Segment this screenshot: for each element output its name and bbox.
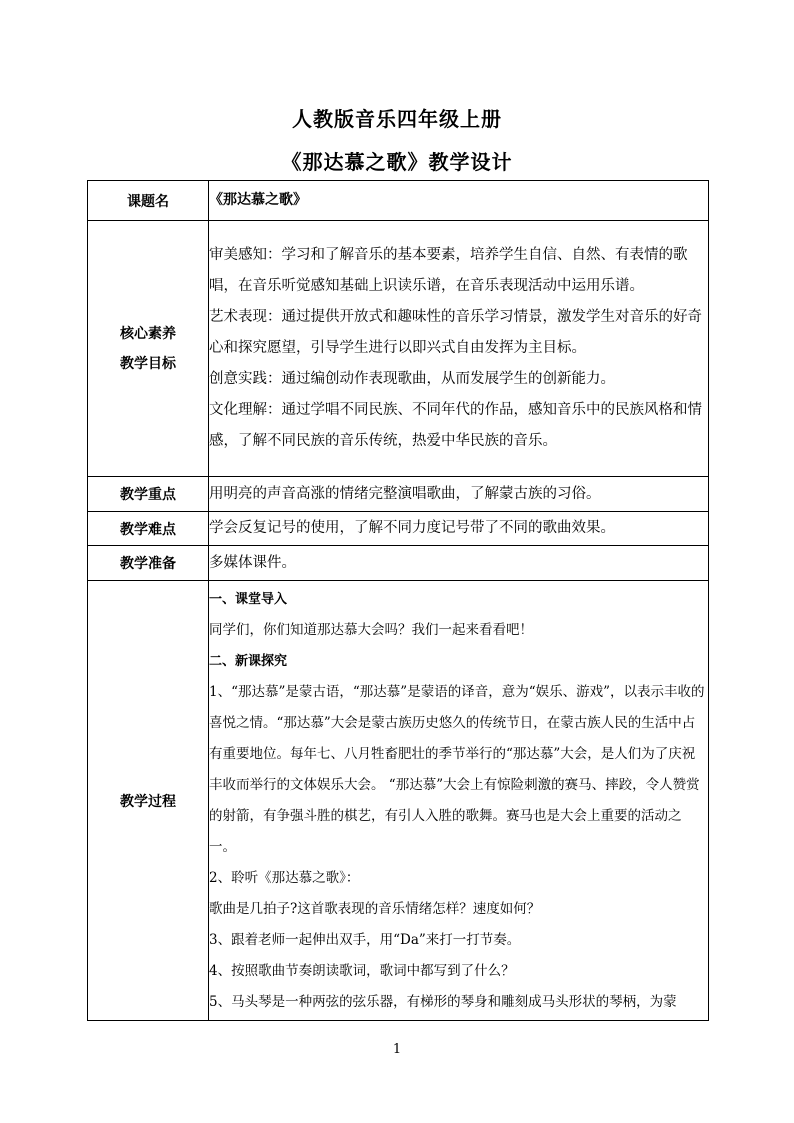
goals-label [88, 221, 209, 477]
lesson-plan-table [87, 180, 709, 1021]
goal-cultural: 文化理解：通过学唱不同民族、不同年代的作品，感知音乐中的民族风格和情感，了解不同民族的音乐传统，热爱中华民族的音乐。 [209, 402, 702, 449]
document-title: 人教版音乐四年级上册 [292, 107, 502, 131]
document-subtitle: 《那达慕之歌》教学设计 [281, 150, 513, 174]
row-key-points [88, 477, 709, 512]
process-section-heading: 一、课堂导入 [209, 592, 288, 607]
preparation-value: 多媒体课件。 [209, 546, 709, 581]
row-preparation [88, 546, 709, 581]
process-paragraph: 3、跟着老师一起伸出双手，用“Da”来打一打节奏。 [209, 932, 521, 948]
process-paragraph: 2、聆听《那达慕之歌》： [209, 870, 360, 886]
row-goals [88, 221, 709, 477]
goal-artistic: 艺术表现：通过提供开放式和趣味性的音乐学习情景，激发学生对音乐的好奇心和探究愿望，引导学生进行以即兴式自由发挥为主目标。 [209, 309, 702, 356]
row-process [88, 581, 709, 1021]
process-paragraph: 4、按照歌曲节奏朗读歌词，歌词中都写到了什么？ [209, 963, 515, 979]
goals-label-line1: 核心素养 [120, 325, 176, 342]
topic-value: 《那达慕之歌》 [209, 181, 709, 221]
goal-aesthetic: 审美感知：学习和了解音乐的基本要素，培养学生自信、自然、有表情的歌唱，在音乐听觉感知基础上识读乐谱，在音乐表现活动中运用乐谱。 [209, 247, 688, 294]
process-paragraph: 5、马头琴是一种两弦的弦乐器，有梯形的琴身和雕刻成马头形状的琴柄，为蒙 [209, 994, 677, 1010]
topic-label: 课题名 [88, 181, 209, 221]
key-points-value: 用明亮的声音高涨的情绪完整演唱歌曲，了解蒙古族的习俗。 [209, 477, 709, 512]
difficulties-label: 教学难点 [88, 512, 209, 546]
goal-creative: 创意实践：通过编创动作表现歌曲，从而发展学生的创新能力。 [209, 371, 615, 387]
goals-label-line2: 教学目标 [120, 355, 176, 372]
process-label: 教学过程 [88, 581, 209, 1021]
process-paragraph: 歌曲是几拍子?这首歌表现的音乐情绪怎样？速度如何？ [209, 901, 541, 917]
preparation-label: 教学准备 [88, 546, 209, 581]
difficulties-value: 学会反复记号的使用，了解不同力度记号带了不同的歌曲效果。 [209, 512, 709, 546]
process-section-heading: 二、新课探究 [209, 654, 288, 669]
page-number: 1 [392, 1042, 402, 1057]
process-content [209, 581, 709, 1021]
row-difficulties [88, 512, 709, 546]
key-points-label: 教学重点 [88, 477, 209, 512]
process-paragraph: 同学们，你们知道那达慕大会吗？我们一起来看看吧！ [209, 622, 533, 638]
goals-content [209, 221, 709, 477]
row-topic [88, 181, 709, 221]
process-paragraph: 1、“那达慕”是蒙古语，“那达慕”是蒙语的译音，意为“娱乐、游戏”，以表示丰收的喜悦之情。“那达慕”大会是蒙古族历史悠久的传统节日，在蒙古族人民的生活中占有重要地位。每年七、八月牲畜肥壮的季节举行的“那达慕”大会，是人们为了庆祝丰收而举行的文体娱乐大会。 “那达慕”大会上有惊险刺激的赛马、摔跤，令人赞赏的射箭，有争强斗胜的棋艺，有引人入胜的歌舞。赛马也是大会上重要的活动之一。 [209, 684, 705, 855]
